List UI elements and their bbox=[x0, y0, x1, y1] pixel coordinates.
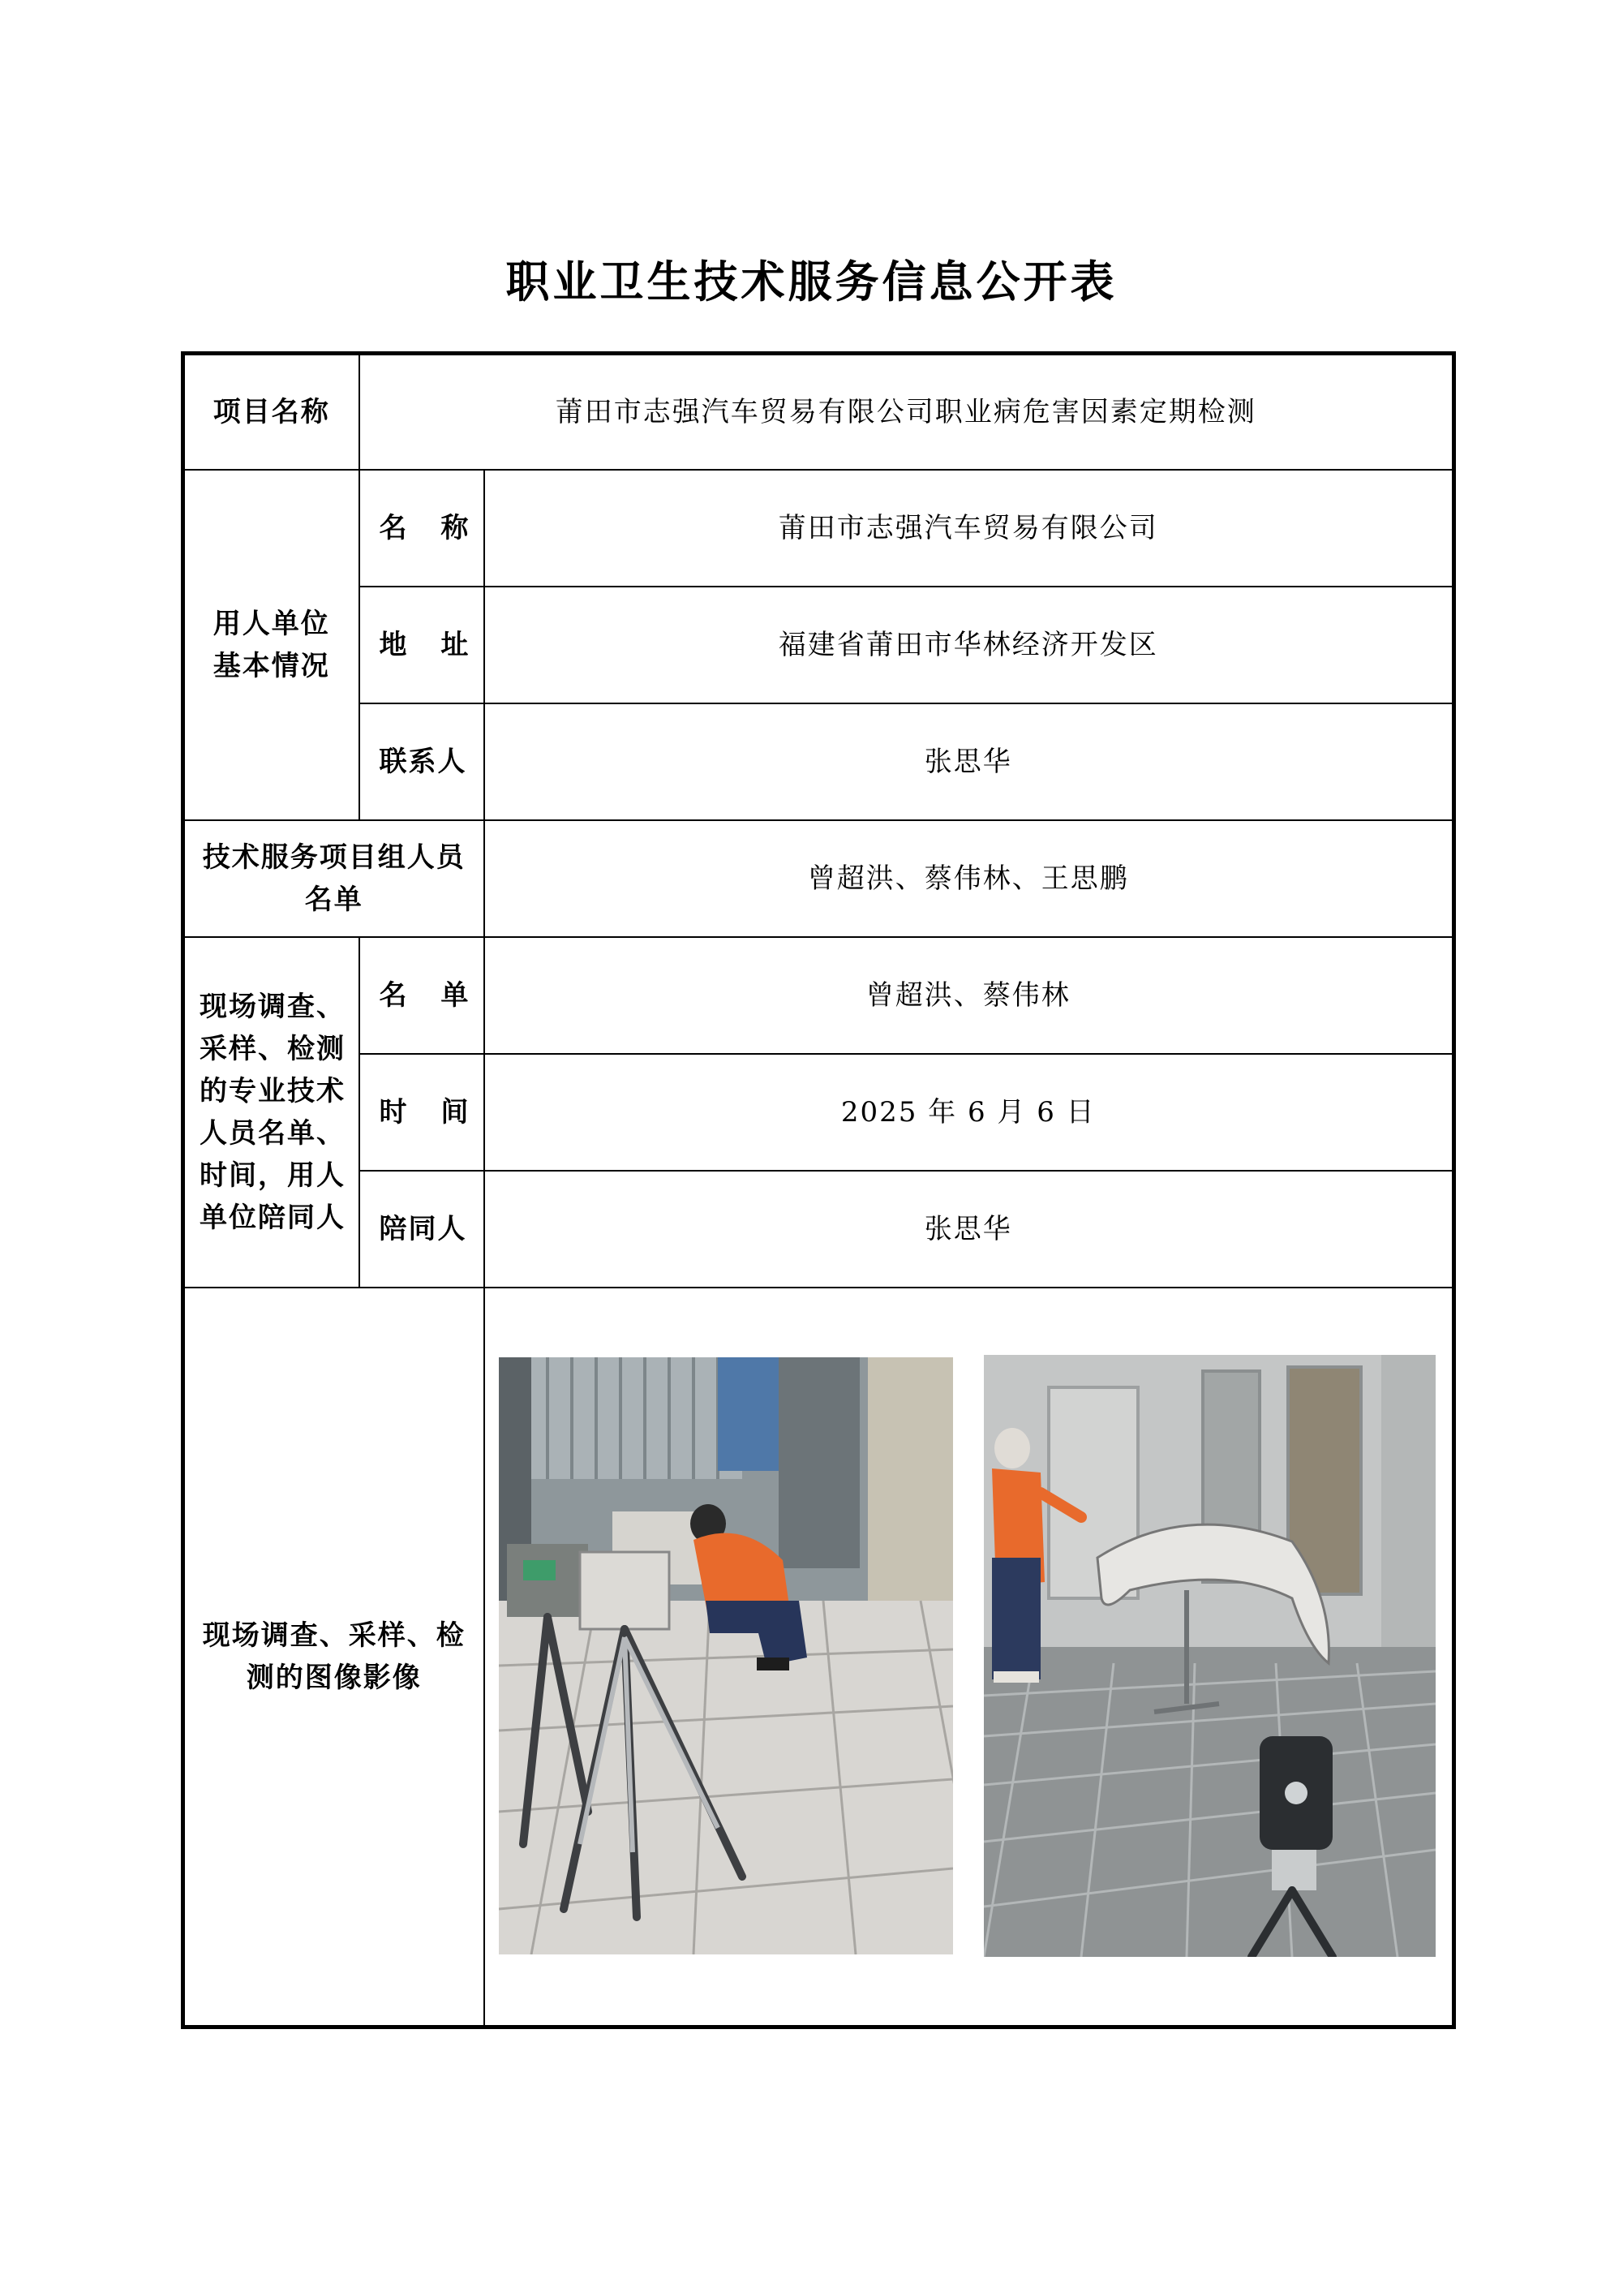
row-onsite-names bbox=[183, 937, 1454, 1054]
onsite-section-label-line: 现场调查、 bbox=[200, 990, 346, 1023]
onsite-names-label: 名 单 bbox=[359, 937, 484, 1054]
employer-address-value: 福建省莆田市华林经济开发区 bbox=[484, 587, 1454, 703]
team-members-value: 曾超洪、蔡伟林、王思鹏 bbox=[484, 820, 1454, 937]
onsite-section-label-line: 的专业技术 bbox=[200, 1074, 346, 1107]
sampling-photo-image bbox=[499, 1357, 953, 1954]
onsite-section-label-line: 人员名单、 bbox=[200, 1116, 346, 1150]
onsite-time-value: 2025 年 6 月 6 日 bbox=[484, 1054, 1454, 1171]
employer-name-label: 名 称 bbox=[359, 470, 484, 587]
spray-booth-photo-image bbox=[984, 1355, 1436, 1957]
onsite-section-label-line: 单位陪同人 bbox=[200, 1201, 346, 1234]
employer-section-label bbox=[183, 470, 359, 820]
photo-area bbox=[485, 1288, 1453, 2025]
onsite-section-label bbox=[183, 937, 359, 1288]
contact-label: 联系人 bbox=[359, 703, 484, 820]
escort-label: 陪同人 bbox=[359, 1171, 484, 1288]
employer-section-label-line: 用人单位 bbox=[213, 607, 330, 640]
row-team bbox=[183, 820, 1454, 937]
row-contact bbox=[183, 703, 1454, 820]
team-label-line: 名单 bbox=[304, 883, 363, 916]
onsite-time-label: 时 间 bbox=[359, 1054, 484, 1171]
contact-value: 张思华 bbox=[484, 703, 1454, 820]
employer-section-label-line: 基本情况 bbox=[213, 649, 330, 682]
page-title: 职业卫生技术服务信息公开表 bbox=[505, 256, 1118, 307]
images-label-line: 测的图像影像 bbox=[246, 1661, 422, 1694]
onsite-section-label-line: 采样、检测 bbox=[200, 1032, 346, 1065]
onsite-photo-sampling bbox=[499, 1357, 953, 1954]
info-table bbox=[181, 351, 1456, 2029]
row-images bbox=[183, 1288, 1454, 2027]
team-label bbox=[183, 820, 484, 937]
images-cell bbox=[484, 1288, 1454, 2027]
row-employer-address bbox=[183, 587, 1454, 703]
employer-name-value: 莆田市志强汽车贸易有限公司 bbox=[484, 470, 1454, 587]
project-name-value: 莆田市志强汽车贸易有限公司职业病危害因素定期检测 bbox=[359, 354, 1454, 470]
onsite-names-value: 曾超洪、蔡伟林 bbox=[484, 937, 1454, 1054]
onsite-section-label-line: 时间，用人 bbox=[200, 1159, 346, 1192]
images-label-line: 现场调查、采样、检 bbox=[202, 1619, 466, 1652]
row-escort bbox=[183, 1171, 1454, 1288]
images-label bbox=[183, 1288, 484, 2027]
escort-value: 张思华 bbox=[484, 1171, 1454, 1288]
employer-address-label: 地 址 bbox=[359, 587, 484, 703]
row-project-name bbox=[183, 354, 1454, 470]
row-onsite-time bbox=[183, 1054, 1454, 1171]
team-label-line: 技术服务项目组人员 bbox=[202, 841, 466, 874]
project-name-label: 项目名称 bbox=[183, 354, 359, 470]
row-employer-name bbox=[183, 470, 1454, 587]
onsite-photo-spray-booth bbox=[984, 1355, 1436, 1957]
